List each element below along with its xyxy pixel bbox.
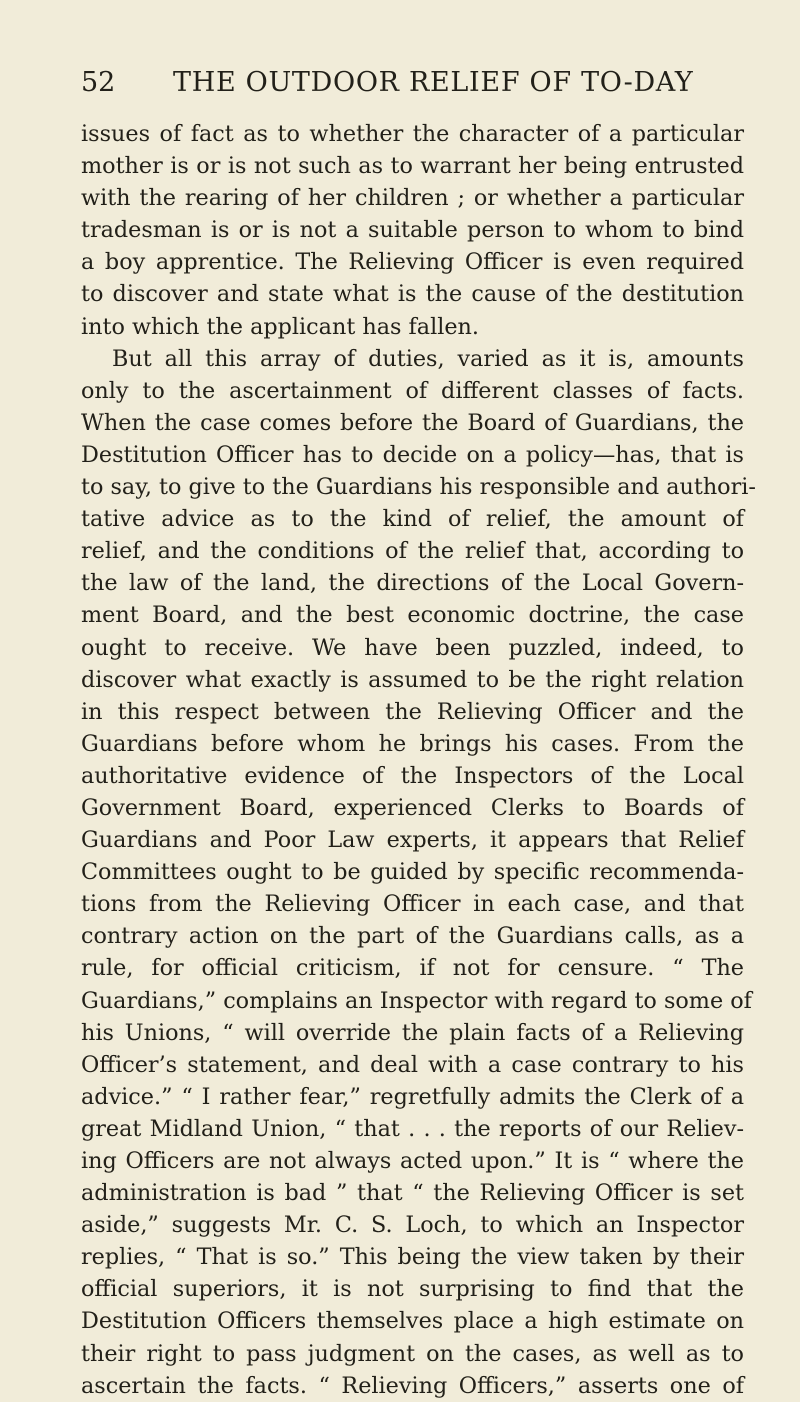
text-line: authoritative evidence of the Inspectors of the Local xyxy=(81,762,744,789)
text-line: When the case comes before the Board of Guardians, the xyxy=(81,409,744,436)
text-line: ascertain the facts. “ Relieving Officers,” asserts one of xyxy=(81,1372,744,1399)
paragraph-2 xyxy=(81,343,756,1402)
text-line: ing Officers are not always acted upon.” It is “ where the xyxy=(81,1148,744,1174)
paragraph-1 xyxy=(81,118,744,343)
body-text xyxy=(81,118,756,1402)
text-line: Guardians,” complains an Inspector with regard to some of xyxy=(81,987,752,1014)
text-line: aside,” suggests Mr. C. S. Loch, to which an Inspector xyxy=(81,1212,744,1239)
text-line: administration is bad ” that “ the Relieving Officer is set xyxy=(81,1180,744,1207)
text-line: a boy apprentice. The Relieving Officer is even required xyxy=(81,249,744,276)
text-line: tative advice as to the kind of relief, the amount of xyxy=(81,506,744,533)
text-line: ment Board, and the best economic doctrine, the case xyxy=(81,602,744,629)
text-line: Government Board, experienced Clerks to Boards of xyxy=(81,794,744,821)
text-line: discover what exactly is assumed to be the right relation xyxy=(81,666,744,693)
text-line: relief, and the conditions of the relief that, according to xyxy=(81,538,744,565)
text-line: to say, to give to the Guardians his responsible and authori- xyxy=(81,474,756,501)
text-line: with the rearing of her children ; or whether a particular xyxy=(81,185,744,212)
text-line: Committees ought to be guided by specific recommenda- xyxy=(81,859,744,886)
text-line: only to the ascertainment of different classes of facts. xyxy=(81,377,744,404)
running-head: THE OUTDOOR RELIEF OF TO-DAY xyxy=(173,67,694,98)
text-line: in this respect between the Relieving Officer and the xyxy=(81,698,744,725)
text-line: But all this array of duties, varied as it is, amounts xyxy=(112,345,744,372)
text-line: Destitution Officers themselves place a high estimate on xyxy=(81,1308,744,1335)
text-line: his Unions, “ will override the plain facts of a Relieving xyxy=(81,1019,744,1046)
text-line: issues of fact as to whether the character of a particular xyxy=(81,121,744,147)
page-number: 52 xyxy=(81,67,116,98)
text-line: rule, for official criticism, if not for censure. “ The xyxy=(81,955,744,982)
text-line: mother is or is not such as to warrant her being entrusted xyxy=(81,153,744,180)
text-line: advice.” “ I rather fear,” regretfully admits the Clerk of a xyxy=(81,1083,744,1110)
text-line: to discover and state what is the cause of the destitution xyxy=(81,281,744,308)
text-line: their right to pass judgment on the cases, as well as to xyxy=(81,1340,744,1367)
text-line: ought to receive. We have been puzzled, indeed, to xyxy=(81,634,744,661)
text-line: official superiors, it is not surprising to find that the xyxy=(81,1276,744,1303)
text-line: tions from the Relieving Officer in each case, and that xyxy=(81,891,744,918)
text-line: Guardians before whom he brings his cases. From the xyxy=(81,730,744,757)
text-line: replies, “ That is so.” This being the view taken by their xyxy=(81,1244,744,1271)
text-line: tradesman is or is not a suitable person to whom to bind xyxy=(81,217,744,244)
text-line: Destitution Officer has to decide on a policy—has, that is xyxy=(81,441,744,468)
text-line: great Midland Union, “ that . . . the reports of our Reliev- xyxy=(81,1115,744,1142)
text-line: contrary action on the part of the Guardians calls, as a xyxy=(81,923,744,950)
text-line: Officer’s statement, and deal with a case contrary to his xyxy=(81,1051,744,1078)
text-line: into which the applicant has fallen. xyxy=(81,313,480,340)
text-line: the law of the land, the directions of the Local Govern- xyxy=(81,570,744,597)
page-header xyxy=(81,66,744,106)
text-line: Guardians and Poor Law experts, it appears that Relief xyxy=(81,827,744,854)
